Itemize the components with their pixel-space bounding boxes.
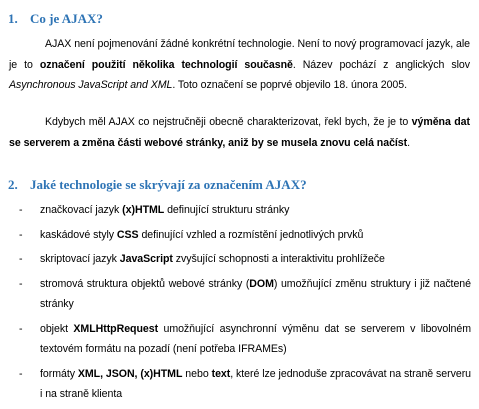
list-item — [19, 364, 471, 405]
bold-run: text — [211, 367, 231, 380]
bold-run: XMLHttpRequest — [73, 322, 159, 335]
section-1-title: Co je AJAX? — [30, 11, 103, 26]
bullet-dash: - — [19, 253, 23, 265]
section-2-number: 2. — [8, 177, 18, 192]
bold-run: XML, JSON, (x)HTML — [77, 367, 183, 380]
list-item — [19, 249, 471, 270]
bold-run: JavaScript — [119, 253, 173, 265]
text-run: . Název pochází z anglických slov — [292, 58, 470, 71]
technology-list — [19, 200, 471, 409]
list-item — [19, 225, 471, 246]
text-run: nebo — [182, 367, 212, 380]
text-run: definující vzhled a rozmístění jednotlivých prvků — [138, 228, 364, 241]
bullet-dash: - — [19, 204, 23, 216]
text-run: zvyšující schopnosti a interaktivitu prohlížeče — [172, 253, 385, 265]
text-run: Kdybych měl AJAX co nejstručněji obecně charakterizovat, řekl bych, že je to — [45, 116, 412, 128]
section-2-heading — [8, 177, 307, 193]
bold-run: CSS — [116, 228, 139, 241]
text-run: kaskádové styly — [40, 228, 117, 241]
text-run: stromová struktura objektů webové stránky ( — [40, 277, 250, 290]
bold-run: (x)HTML — [122, 204, 165, 216]
bold-run: označení použití několika technologií současně — [39, 58, 293, 71]
list-item — [19, 319, 471, 360]
section-1-paragraph-2 — [9, 112, 470, 153]
text-run: definující strukturu stránky — [164, 204, 290, 216]
text-run: objekt — [40, 322, 74, 335]
text-run: . — [407, 136, 411, 149]
list-item — [19, 200, 471, 221]
text-run: AJAX není pojmenování žádné konkrétní technologie. Není to nový programovací jazyk, ale je to — [9, 38, 470, 71]
text-run: formáty — [40, 367, 78, 380]
bold-run: výměna dat se serverem a změna části webové stránky, aniž by se musela znovu celá načíst — [9, 116, 470, 149]
bullet-dash: - — [19, 367, 23, 380]
text-run: umožňující asynchronní výměnu dat se serverem v libovolném textovém formátu na pozadí (není potřeba IFRAMEs) — [40, 322, 471, 355]
bullet-dash: - — [19, 228, 23, 241]
text-run: , které lze jednoduše zpracovávat na straně serveru i na straně klienta — [40, 367, 472, 400]
text-run: značkovací jazyk — [40, 204, 123, 216]
text-run: skriptovací jazyk — [40, 253, 120, 265]
list-item — [19, 274, 471, 315]
bold-run: DOM — [249, 277, 274, 290]
section-1-heading — [8, 11, 103, 27]
text-run: . Toto označení se poprvé objevilo 18. února 2005. — [172, 79, 407, 91]
section-1-number: 1. — [8, 11, 18, 26]
bullet-dash: - — [19, 322, 23, 335]
section-2-title: Jaké technologie se skrývají za označením AJAX? — [30, 177, 307, 192]
section-1-paragraph-1 — [9, 34, 470, 96]
italic-run: Asynchronous JavaScript and XML — [9, 79, 173, 91]
bullet-dash: - — [19, 277, 23, 290]
text-run: ) umožňující změnu struktury i již načtené stránky — [40, 277, 471, 310]
